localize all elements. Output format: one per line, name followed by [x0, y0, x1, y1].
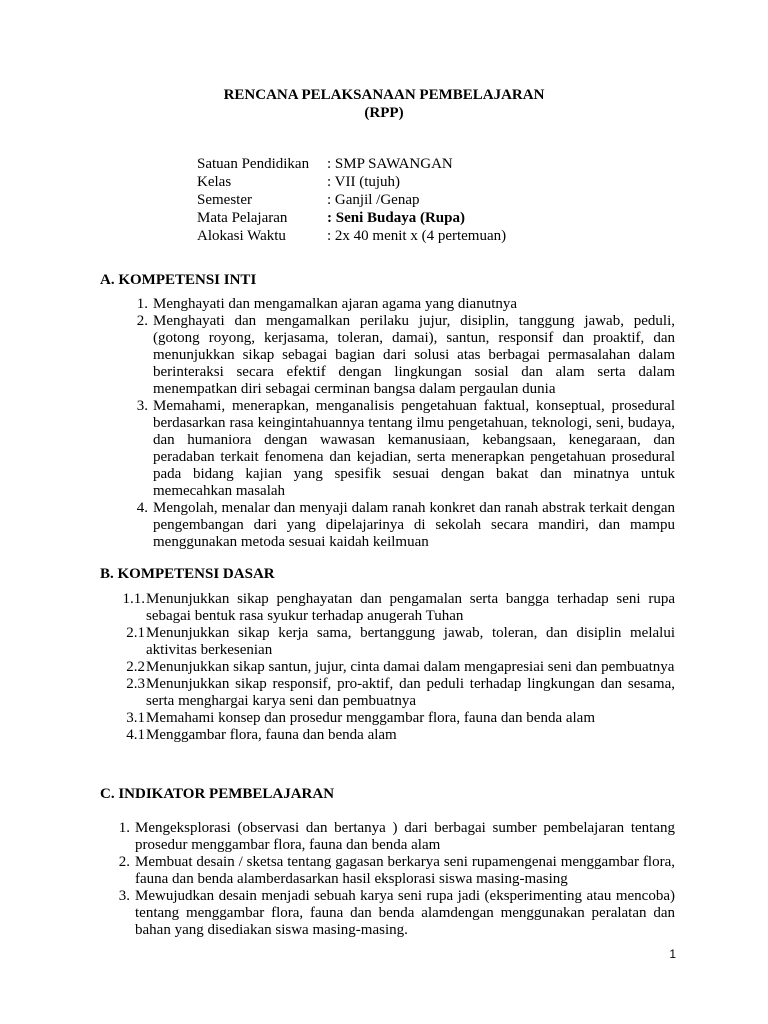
- info-label: Satuan Pendidikan: [197, 156, 310, 172]
- item-text: Membuat desain / sketsa tentang gagasan berkarya seni rupamengenai menggambar flora, fauna dan benda alamberdasarkan hasil eksplorasi siswa masing-masing: [135, 854, 675, 887]
- item-text: Menunjukkan sikap responsif, pro-aktif, dan peduli terhadap lingkungan dan sesama, serta menghargai karya seni dan pembuatnya: [146, 676, 675, 709]
- item-number: 2.2: [126, 659, 145, 675]
- item-text: Menghayati dan mengamalkan ajaran agama yang dianutnya: [153, 296, 518, 312]
- info-value: : VII (tujuh): [327, 174, 401, 190]
- identity-table: [197, 155, 506, 245]
- info-row: [197, 209, 506, 227]
- list-item: [100, 854, 675, 888]
- item-number: 3.: [136, 398, 148, 414]
- list-item: [100, 313, 675, 398]
- list-item: [100, 591, 675, 625]
- list-item: [100, 676, 675, 710]
- item-text: Menunjukkan sikap penghayatan dan pengamalan serta bangga terhadap seni rupa sebagai bentuk rasa syukur terhadap anugerah Tuhan: [146, 591, 675, 624]
- item-number: 1.: [118, 820, 130, 836]
- item-text: Menunjukkan sikap santun, jujur, cinta damai dalam mengapresiai seni dan pembuatnya: [146, 659, 675, 675]
- info-value: : SMP SAWANGAN: [327, 156, 453, 172]
- item-number: 1.: [136, 296, 148, 312]
- section-heading-kompetensi-inti: A. KOMPETENSI INTI: [100, 272, 257, 288]
- kompetensi-dasar-list: [100, 591, 675, 744]
- list-item: [100, 625, 675, 659]
- list-item: [100, 888, 675, 939]
- info-value: : 2x 40 menit x (4 pertemuan): [327, 228, 507, 244]
- info-value: : Seni Budaya (Rupa): [327, 210, 465, 226]
- list-item: [100, 398, 675, 500]
- document-subtitle: (RPP): [364, 105, 404, 121]
- document-title: RENCANA PELAKSANAAN PEMBELAJARAN: [223, 87, 545, 103]
- section-heading-kompetensi-dasar: B. KOMPETENSI DASAR: [100, 566, 275, 582]
- item-text: Mewujudkan desain menjadi sebuah karya seni rupa jadi (eksperimenting atau mencoba) tentang menggambar flora, fauna dan benda alamdengan menggunakan peralatan dan bahan yang disediakan siswa masing-masing.: [135, 888, 675, 938]
- item-number: 2.: [136, 313, 148, 329]
- item-text: Menunjukkan sikap kerja sama, bertanggung jawab, toleran, dan disiplin melalui aktivitas berkesenian: [146, 625, 675, 658]
- info-value: : Ganjil /Genap: [327, 192, 420, 208]
- info-label: Mata Pelajaran: [197, 210, 288, 226]
- section-heading-indikator-pembelajaran: C. INDIKATOR PEMBELAJARAN: [100, 786, 335, 802]
- item-number: 1.1.: [122, 591, 145, 607]
- info-label: Alokasi Waktu: [197, 228, 286, 244]
- kompetensi-inti-list: [100, 296, 675, 551]
- list-item: [100, 296, 675, 313]
- item-text: Mengolah, menalar dan menyaji dalam ranah konkret dan ranah abstrak terkait dengan pengembangan dari yang dipelajarinya di sekolah secara mandiri, dan mampu menggunakan metoda sesuai kaidah keilmuan: [153, 500, 675, 550]
- item-number: 3.1: [126, 710, 145, 726]
- info-row: [197, 173, 506, 191]
- list-item: [100, 710, 675, 727]
- item-number: 2.: [118, 854, 130, 870]
- item-number: 4.: [136, 500, 148, 516]
- info-label: Semester: [197, 192, 252, 208]
- info-row: [197, 155, 506, 173]
- item-text: Memahami, menerapkan, menganalisis pengetahuan faktual, konseptual, prosedural berdasarkan rasa keingintahuannya tentang ilmu pengetahuan, teknologi, seni, budaya, dan humaniora dengan wawasan kemanusiaan, kebangsaan, kenegaraan, dan peradaban terkait fenomena dan kejadian, serta menerapkan pengetahuan prosedural pada bidang kajian yang spesifik sesuai dengan bakat dan minatnya untuk memecahkan masalah: [153, 398, 675, 499]
- item-number: 2.1: [126, 625, 145, 641]
- list-item: [100, 820, 675, 854]
- item-text: Memahami konsep dan prosedur menggambar flora, fauna dan benda alam: [146, 710, 596, 726]
- item-number: 3.: [118, 888, 130, 904]
- item-text: Menghayati dan mengamalkan perilaku jujur, disiplin, tanggung jawab, peduli, (gotong royong, kerjasama, toleran, damai), santun, responsif dan proaktif, dan menunjukkan sikap sebagai bagian dari solusi atas berbagai permasalahan dalam berinteraksi secara efektif dengan lingkungan sosial dan alam serta dalam menempatkan diri sebagai cerminan bangsa dalam pergaulan dunia: [153, 313, 675, 397]
- info-label: Kelas: [197, 174, 232, 190]
- item-number: 2.3: [126, 676, 145, 692]
- info-row: [197, 227, 506, 245]
- item-number: 4.1: [126, 727, 145, 743]
- item-text: Menggambar flora, fauna dan benda alam: [146, 727, 397, 743]
- page-number: 1: [669, 947, 676, 961]
- item-text: Mengeksplorasi (observasi dan bertanya ) dari berbagai sumber pembelajaran tentang prosedur menggambar flora, fauna dan benda alam: [135, 820, 675, 853]
- list-item: [100, 500, 675, 551]
- info-row: [197, 191, 506, 209]
- list-item: [100, 727, 675, 744]
- list-item: [100, 659, 675, 676]
- indikator-pembelajaran-list: [100, 820, 675, 939]
